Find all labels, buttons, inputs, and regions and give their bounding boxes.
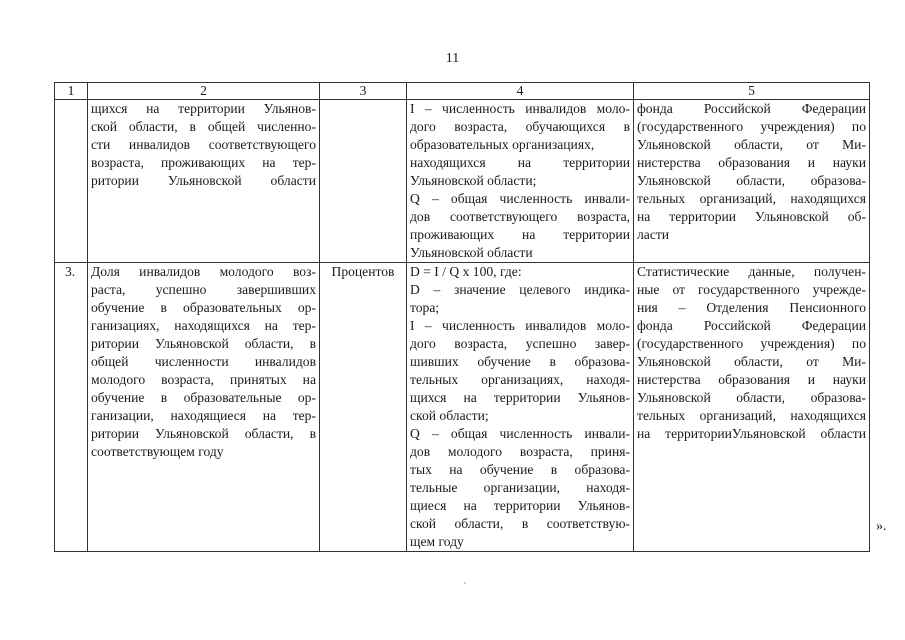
cell-text-line: фонда Российской Федерации (637, 101, 866, 116)
cell-text-line: проживающих на территории (410, 227, 630, 242)
closing-quote-mark: ». (876, 519, 887, 534)
cell-text-line: сти инвалидов соответствующего (91, 137, 316, 152)
scan-artifact (464, 582, 466, 584)
cell-text-line: ные от государственного учрежде- (637, 282, 866, 297)
cell-text-line: щиеся на территории Ульянов- (410, 498, 630, 513)
cell-text-line: обучение в образовательные ор- (91, 390, 316, 405)
cell-text-line: ния – Отделения Пенсионного (637, 300, 866, 315)
column-header-2: 2 (88, 83, 320, 100)
cell-text-line: тора; (410, 300, 440, 315)
cell-text-line: дого возраста, обучающихся в (410, 119, 630, 134)
cell-text-line: дов молодого возраста, приня- (410, 444, 630, 459)
cell-text-line: Ульяновской области, от Ми- (637, 354, 866, 369)
table-row (55, 100, 870, 263)
cell-text-line: общей численности инвалидов (91, 354, 316, 369)
cell-text-line: обучение в образовательных ор- (91, 300, 316, 315)
page-number: 11 (445, 51, 460, 66)
cell-text-line: Ульяновской области, образова- (637, 173, 866, 188)
cell-text-line: образовательных организациях, (410, 137, 595, 152)
cell-text-line: ритории Ульяновской области, в (91, 336, 316, 351)
cell-text-line: щихся на территории Ульянов- (410, 390, 630, 405)
table-header-row (55, 83, 870, 100)
cell-text-line: (государственного учреждения) по (637, 119, 866, 134)
cell-text-line: I – численность инвалидов моло- (410, 318, 630, 333)
cell-text-line: Ульяновской области; (410, 173, 537, 188)
formula-cell (407, 263, 634, 552)
cell-text-line: щихся на территории Ульянов- (91, 101, 316, 116)
cell-text-line: нистерства образования и науки (637, 372, 866, 387)
cell-text-line: D = I / Q x 100, где: (410, 264, 522, 279)
table-row (55, 263, 870, 552)
cell-text-line: щем году (410, 534, 464, 549)
cell-text-line: раста, успешно завершивших (91, 282, 316, 297)
cell-text-line: ганизациях, находящихся на тер- (91, 318, 316, 333)
cell-text-line: на территорииУльяновской области (637, 426, 866, 441)
indicator-table (54, 82, 870, 552)
column-header-5: 5 (634, 83, 870, 100)
column-header-4: 4 (407, 83, 634, 100)
indicator-cell (88, 100, 320, 263)
cell-text-line: I – численность инвалидов моло- (410, 101, 630, 116)
cell-text-line: дов соответствующего возраста, (410, 209, 630, 224)
data-source-cell (634, 100, 870, 263)
cell-text-line: дого возраста, успешно завер- (410, 336, 630, 351)
unit-cell (320, 100, 407, 263)
cell-text-line: тельных организаций, находящихся (637, 191, 866, 206)
formula-cell (407, 100, 634, 263)
cell-text-line: ганизации, находящиеся на тер- (91, 408, 316, 423)
cell-text-line: D – значение целевого индика- (410, 282, 630, 297)
cell-text-line: ритории Ульяновской области (91, 173, 316, 188)
cell-text-line: шивших обучение в образова- (410, 354, 630, 369)
cell-text-line: возраста, проживающих на тер- (91, 155, 316, 170)
cell-text-line: ласти (637, 227, 670, 242)
data-source-cell (634, 263, 870, 552)
cell-text-line: тельных организациях, находя- (410, 372, 630, 387)
cell-text-line: Статистические данные, получен- (637, 264, 866, 279)
cell-text-line: Q – общая численность инвали- (410, 426, 630, 441)
cell-text-line: тельные организации, находя- (410, 480, 630, 495)
column-header-1: 1 (55, 83, 88, 100)
cell-text-line: Ульяновской области (410, 245, 533, 260)
row-number-cell: 3. (55, 263, 88, 552)
cell-text-line: Ульяновской области, образова- (637, 390, 866, 405)
row-number-cell (55, 100, 88, 263)
cell-text-line: ской области; (410, 408, 489, 423)
cell-text-line: Доля инвалидов молодого воз- (91, 264, 316, 279)
cell-text-line: (государственного учреждения) по (637, 336, 866, 351)
cell-text-line: ритории Ульяновской области, в (91, 426, 316, 441)
cell-text-line: Q – общая численность инвали- (410, 191, 630, 206)
indicator-cell (88, 263, 320, 552)
cell-text-line: фонда Российской Федерации (637, 318, 866, 333)
cell-text-line: соответствующем году (91, 444, 224, 459)
cell-text-line: Ульяновской области, от Ми- (637, 137, 866, 152)
cell-text-line: ской области, в соответствую- (410, 516, 630, 531)
cell-text-line: тых на обучение в образова- (410, 462, 630, 477)
cell-text-line: на территории Ульяновской об- (637, 209, 866, 224)
cell-text-line: ской области, в общей численно- (91, 119, 316, 134)
cell-text-line: молодого возраста, принятых на (91, 372, 316, 387)
cell-text-line: нистерства образования и науки (637, 155, 866, 170)
cell-text-line: находящихся на территории (410, 155, 630, 170)
unit-cell: Процентов (320, 263, 407, 552)
cell-text-line: тельных организаций, находящихся (637, 408, 866, 423)
column-header-3: 3 (320, 83, 407, 100)
